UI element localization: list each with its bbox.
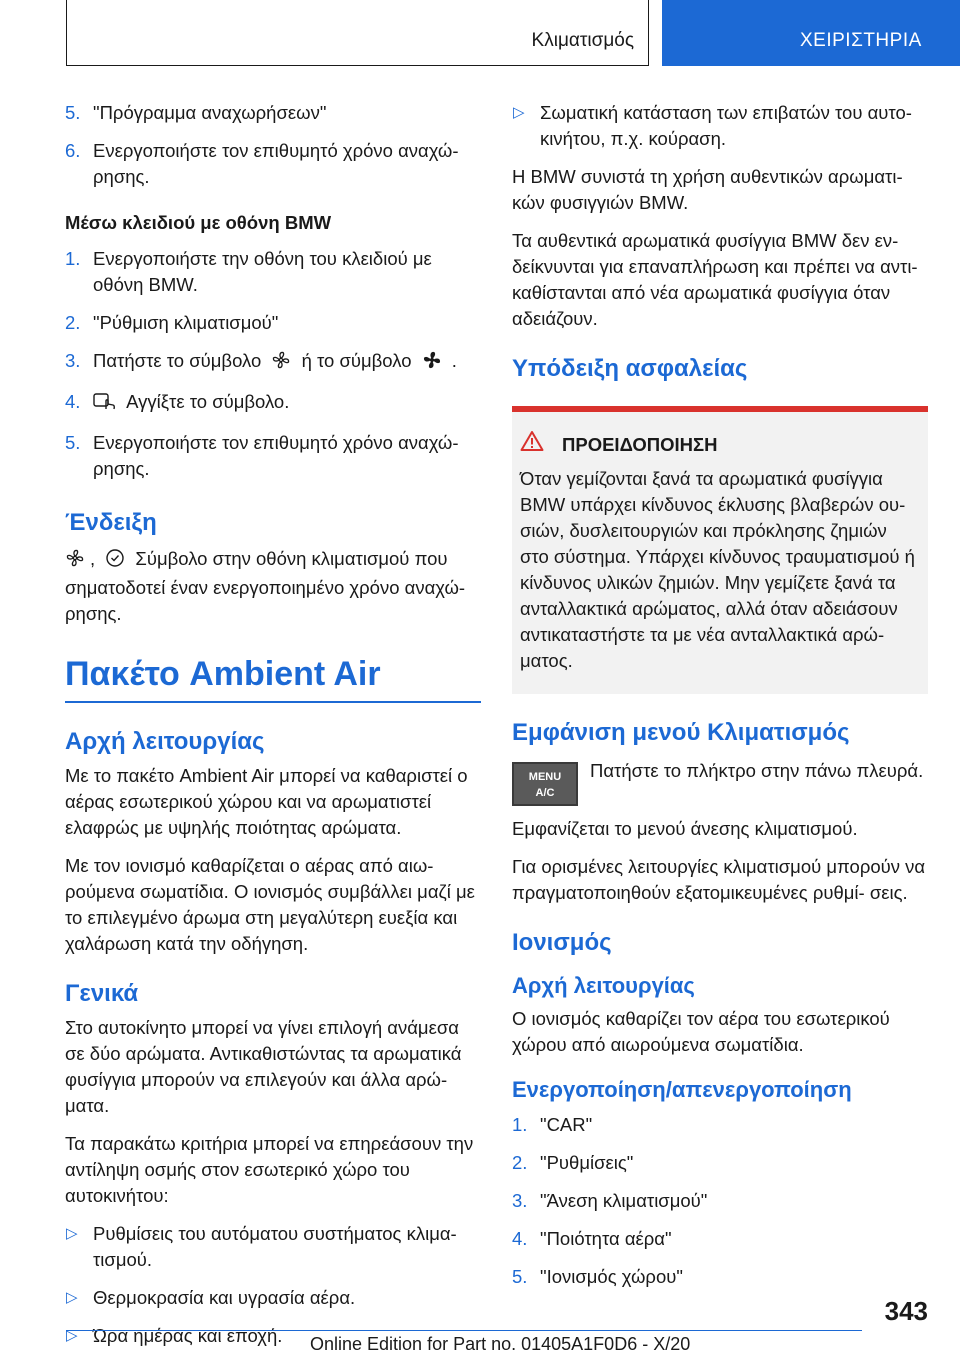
list-item xyxy=(65,310,481,336)
list-item xyxy=(65,348,481,377)
list-item xyxy=(512,1188,928,1214)
list-item xyxy=(65,246,481,298)
list-item xyxy=(65,430,481,482)
general-heading: Γενικά xyxy=(65,980,139,1007)
menu-paragraph-2: Εμφανίζεται το μενού άνεσης κλιματισμού. xyxy=(512,818,858,839)
footer-edition: Online Edition for Part no. 01405A1F0D6 - X/20 xyxy=(310,1334,691,1354)
indication-text: Σύμβολο στην οθόνη κλιματισμού που σηματοδοτεί έναν ενεργοποιημένο χρόνο αναχώ‐ ρησης. xyxy=(65,548,466,624)
bullet-triangle-icon: ▷ xyxy=(513,104,525,121)
warning-box xyxy=(512,406,928,694)
step-text: "Άνεση κλιματισμού" xyxy=(540,1190,708,1211)
warning-text: Όταν γεμίζονται ξανά τα αρωματικά φυσίγγια BMW υπάρχει κίνδυνος έκλυσης βλαβερών ου‐ σιών, δυσλειτουργιών και πρόκλησης ζημιών στο σύστημα. Υπάρχει κίνδυνος τραυματισμού ή κίνδυνος υλικών ζημιών. Μην γεμίζετε ξανά τα ανταλλακτικά αρώματος, αλλά όταν αδειάσουν αντικαταστήστε τα με νέα ανταλλακτικά αρώ‐ ματος. xyxy=(520,468,915,671)
ionization-heading: Ιονισμός xyxy=(512,929,612,956)
criterion-text: Θερμοκρασία και υγρασία αέρα. xyxy=(93,1287,356,1308)
menu-button-label-1: MENU xyxy=(528,771,562,783)
page-number: 343 xyxy=(884,1296,928,1326)
menu-ac-button-image xyxy=(512,762,578,806)
ambient-air-title: Πακέτο Ambient Air xyxy=(65,653,481,703)
step-number: 5. xyxy=(65,102,81,123)
list-item xyxy=(65,138,481,190)
list-item xyxy=(65,100,481,126)
step-number: 5. xyxy=(512,1266,528,1287)
indication-separator: , xyxy=(90,548,96,569)
step-number: 6. xyxy=(65,140,81,161)
header-section-tab xyxy=(66,0,649,66)
step-text: "Ποιότητα αέρα" xyxy=(540,1228,672,1249)
touch-icon xyxy=(93,391,117,418)
menu-heading: Εμφάνιση μενού Κλιματισμός xyxy=(512,719,850,746)
refill-paragraph: Τα αυθεντικά αρωματικά φυσίγγια BMW δεν εν‐ δείκνυνται για επαναπλήρωση και πρέπει να αντι‐ καθίστανται από νέα αρωματικά φυσίγγια όταν αδειάζουν. xyxy=(512,230,918,329)
warning-header xyxy=(520,432,920,458)
timer-icon xyxy=(105,548,125,575)
step-text: "Ιονισμός χώρου" xyxy=(540,1266,683,1287)
step-number: 4. xyxy=(512,1228,528,1249)
right-column xyxy=(512,100,928,1302)
criterion-text: Ρυθμίσεις του αυτόματου συστήματος κλιμα‐ τισμού. xyxy=(93,1223,457,1270)
menu-paragraph-3: Για ορισμένες λειτουργίες κλιματισμού μπορούν να πραγματοποιηθούν εξατομικευμένες ρυθμί‐ σεις. xyxy=(512,856,926,903)
header-chapter-title: ΧΕΙΡΙΣΤΗΡΙΑ xyxy=(800,30,922,51)
bullet-triangle-icon: ▷ xyxy=(66,1225,78,1242)
safety-heading: Υπόδειξη ασφαλείας xyxy=(512,355,748,382)
menu-paragraph-1: Πατήστε το πλήκτρο στην πάνω πλευρά. xyxy=(590,760,924,781)
list-item xyxy=(512,1150,928,1176)
general-paragraph-1: Στο αυτοκίνητο μπορεί να γίνει επιλογή ανάμεσα σε δύο αρώματα. Αντικαθιστώντας τα αρωματικά φυσίγγια μπορούν να επιλεγούν και άλλα αρώ‐ ματα. xyxy=(65,1017,462,1116)
step-number: 3. xyxy=(512,1190,528,1211)
step-number: 1. xyxy=(512,1114,528,1135)
step-number: 5. xyxy=(65,432,81,453)
warning-label: ΠΡΟΕΙΔΟΠΟΙΗΣΗ xyxy=(562,434,718,455)
step-text: "CAR" xyxy=(540,1114,593,1135)
step-text: Ενεργοποιήστε την οθόνη του κλειδιού με οθόνη BMW. xyxy=(93,248,432,295)
indication-heading: Ένδειξη xyxy=(65,509,157,536)
key-subheading: Μέσω κλειδιού με οθόνη BMW xyxy=(65,212,332,233)
step-text-a: Πατήστε το σύμβολο xyxy=(93,350,262,371)
list-item xyxy=(512,1264,928,1290)
step-number: 3. xyxy=(65,350,81,371)
step-number: 4. xyxy=(65,391,81,412)
list-item xyxy=(65,1285,481,1311)
menu-button-row xyxy=(512,758,928,806)
step-text: "Πρόγραμμα αναχωρήσεων" xyxy=(93,102,327,123)
menu-button-label-2: A/C xyxy=(535,787,555,799)
left-column xyxy=(65,100,481,1361)
principle-paragraph-2: Με τον ιονισμό καθαρίζεται ο αέρας από αιω‐ ρούμενα σωματίδια. Ο ιονισμός συμβάλλει μαζί με το επιλεγμένο άρωμα στη μεγαλύτερη ευεξία και χαλάρωση κατά την οδήγηση. xyxy=(65,855,475,954)
principle-paragraph-1: Με το πακέτο Ambient Air μπορεί να καθαριστεί ο αέρας εσωτερικού χώρου και να αρωματιστεί ελαφρώς με υψηλής ποιότητας αρώματα. xyxy=(65,765,468,838)
recommendation-paragraph: Η BMW συνιστά τη χρήση αυθεντικών αρωματι‐ κών φυσιγγιών BMW. xyxy=(512,166,903,213)
step-number: 2. xyxy=(512,1152,528,1173)
step-text-b: ή το σύμβολο xyxy=(301,350,412,371)
fan-icon xyxy=(271,350,291,377)
step-text: Αγγίξτε το σύμβολο. xyxy=(126,391,290,412)
general-paragraph-2: Τα παρακάτω κριτήρια μπορεί να επηρεάσουν την αντίληψη οσμής στον εσωτερικό χώρο του αυτοκινήτου: xyxy=(65,1133,474,1206)
step-text-c: . xyxy=(451,350,457,371)
footer-divider xyxy=(66,1330,862,1331)
step-text: Ενεργοποιήστε τον επιθυμητό χρόνο αναχώ‐ ρησης. xyxy=(93,140,459,187)
list-item xyxy=(512,1226,928,1252)
list-item xyxy=(512,1112,928,1138)
criterion-text: Σωματική κατάσταση των επιβατών του αυτο‐ κινήτου, π.χ. κούραση. xyxy=(540,102,912,149)
step-number: 1. xyxy=(65,248,81,269)
fan-icon xyxy=(65,548,85,575)
step-number: 2. xyxy=(65,312,81,333)
header-chapter-tab xyxy=(662,0,960,66)
warning-triangle-icon xyxy=(520,430,544,459)
indication-paragraph xyxy=(65,546,481,627)
activation-heading: Ενεργοποίηση/απενεργοποίηση xyxy=(512,1077,852,1102)
bullet-triangle-icon: ▷ xyxy=(66,1327,78,1344)
principle-heading: Αρχή λειτουργίας xyxy=(65,728,265,755)
ion-principle-heading: Αρχή λειτουργίας xyxy=(512,973,695,998)
bullet-triangle-icon: ▷ xyxy=(66,1289,78,1306)
step-text: "Ρυθμίσεις" xyxy=(540,1152,634,1173)
criterion-text: Ώρα ημέρας και εποχή. xyxy=(93,1325,283,1346)
list-item xyxy=(512,100,928,152)
ion-paragraph: Ο ιονισμός καθαρίζει τον αέρα του εσωτερικού χώρου από αιωρούμενα σωματίδια. xyxy=(512,1008,890,1055)
step-text: Ενεργοποιήστε τον επιθυμητό χρόνο αναχώ‐ ρησης. xyxy=(93,432,459,479)
fan-filled-icon xyxy=(422,350,442,377)
list-item xyxy=(65,389,481,418)
list-item xyxy=(65,1221,481,1273)
step-text: "Ρύθμιση κλιματισμού" xyxy=(93,312,279,333)
header-section-title: Κλιματισμός xyxy=(531,30,634,51)
